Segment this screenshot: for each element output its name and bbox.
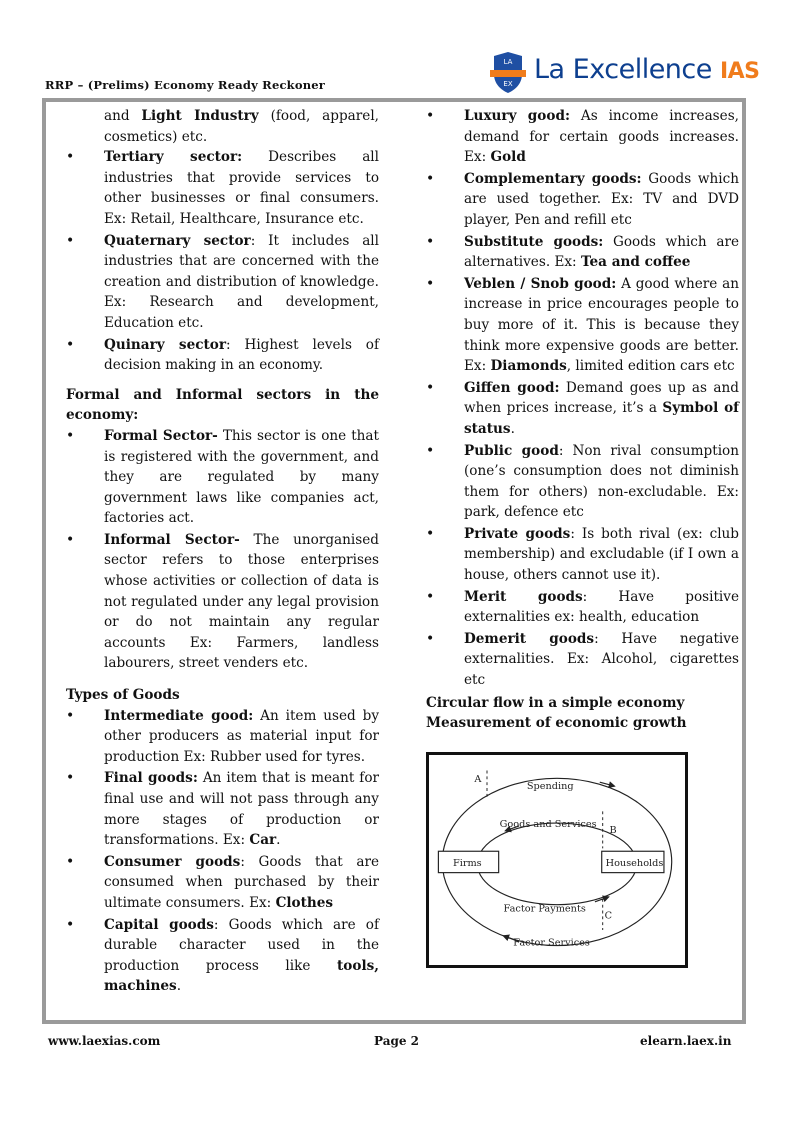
- label-b: B: [609, 824, 617, 836]
- list-item: • Veblen / Snob good: A good where an increase in price encourages people to buy more of it. This is because they think more expensive goods are better. Ex: Diamonds, limited edition cars etc: [426, 274, 739, 377]
- list-item: • Private goods: Is both rival (ex: club membership) and excludable (if I own a house, others cannot use it).: [426, 524, 739, 586]
- list-item: • Public good: Non rival consumption (one’s consumption does not diminish them for others) non-excludable. Ex: park, defence etc: [426, 441, 739, 523]
- list-item: • Merit goods: Have positive externalities ex: health, education: [426, 587, 739, 628]
- circular-flow-heading: Circular flow in a simple economy: [426, 694, 685, 711]
- goods-list-left: [66, 706, 379, 997]
- svg-text:LA: LA: [503, 58, 513, 66]
- footer-elearn[interactable]: elearn.laex.in: [640, 1034, 732, 1048]
- label-households: Households: [605, 857, 664, 869]
- brand-logo: [490, 50, 760, 98]
- list-item: • Complementary goods: Goods which are used together. Ex: TV and DVD player, Pen and refill etc: [426, 169, 739, 231]
- header-title: RRP – (Prelims) Economy Ready Reckoner: [45, 78, 326, 92]
- list-item: • Quinary sector: Highest levels of decision making in an economy.: [66, 335, 379, 376]
- right-column: [426, 106, 739, 974]
- left-column: [66, 106, 379, 998]
- list-item: • Formal Sector- This sector is one that is registered with the government, and they are regulated by many government laws like companies act, factories act.: [66, 426, 379, 529]
- shield-logo-icon: [490, 50, 526, 94]
- sector-list: [66, 147, 379, 376]
- label-factor-payments: Factor Payments: [503, 903, 586, 915]
- label-a: A: [474, 774, 482, 786]
- label-c: C: [604, 910, 613, 922]
- list-item: • Intermediate good: An item used by other producers as material input for production Ex: Rubber used for tyres.: [66, 706, 379, 768]
- brand-name: La Excellence IAS: [534, 54, 760, 85]
- list-item: • Tertiary sector: Describes all industries that provide services to other businesses or final consumers. Ex: Retail, Healthcare, Insurance etc.: [66, 147, 379, 229]
- label-firms: Firms: [452, 857, 482, 869]
- goods-list-right: [426, 106, 739, 691]
- formal-informal-heading: Formal and Informal sectors in the economy:: [66, 386, 379, 424]
- list-item: • Luxury good: As income increases, demand for certain goods increases. Ex: Gold: [426, 106, 739, 168]
- industry-continuation: and Light Industry (food, apparel, cosmetics) etc.: [104, 108, 379, 145]
- circular-flow-diagram: [426, 752, 688, 968]
- list-item: • Giffen good: Demand goes up as and when prices increase, it’s a Symbol of status.: [426, 378, 739, 440]
- economic-growth-heading: Measurement of economic growth: [426, 715, 687, 732]
- types-of-goods-heading: Types of Goods: [66, 687, 180, 704]
- list-item: • Quaternary sector: It includes all industries that are concerned with the creation and distribution of knowledge. Ex: Research and development, Education etc.: [66, 231, 379, 334]
- list-item: • Substitute goods: Goods which are alternatives. Ex: Tea and coffee: [426, 232, 739, 273]
- svg-text:EX: EX: [503, 80, 513, 88]
- label-spending: Spending: [526, 780, 574, 792]
- footer-page-number: Page 2: [374, 1034, 420, 1048]
- list-item: • Demerit goods: Have negative externalities. Ex: Alcohol, cigarettes etc: [426, 629, 739, 691]
- list-item: • Consumer goods: Goods that are consumed when purchased by their ultimate consumers. Ex: Clothes: [66, 852, 379, 914]
- list-item: • Capital goods: Goods which are of durable character used in the production process like tools, machines.: [66, 915, 379, 997]
- list-item: • Informal Sector- The unorganised sector refers to those enterprises whose activities or collection of data is not regulated under any legal provision or do not maintain any regular accounts Ex: Farmers, landless labourers, street venders etc.: [66, 530, 379, 674]
- label-goods-services: Goods and Services: [499, 818, 597, 830]
- list-item: • Final goods: An item that is meant for final use and will not pass through any more stages of production or transformations. Ex: Car.: [66, 768, 379, 850]
- label-factor-services: Factor Services: [513, 937, 590, 949]
- footer-website[interactable]: www.laexias.com: [48, 1034, 161, 1048]
- formal-list: [66, 426, 379, 674]
